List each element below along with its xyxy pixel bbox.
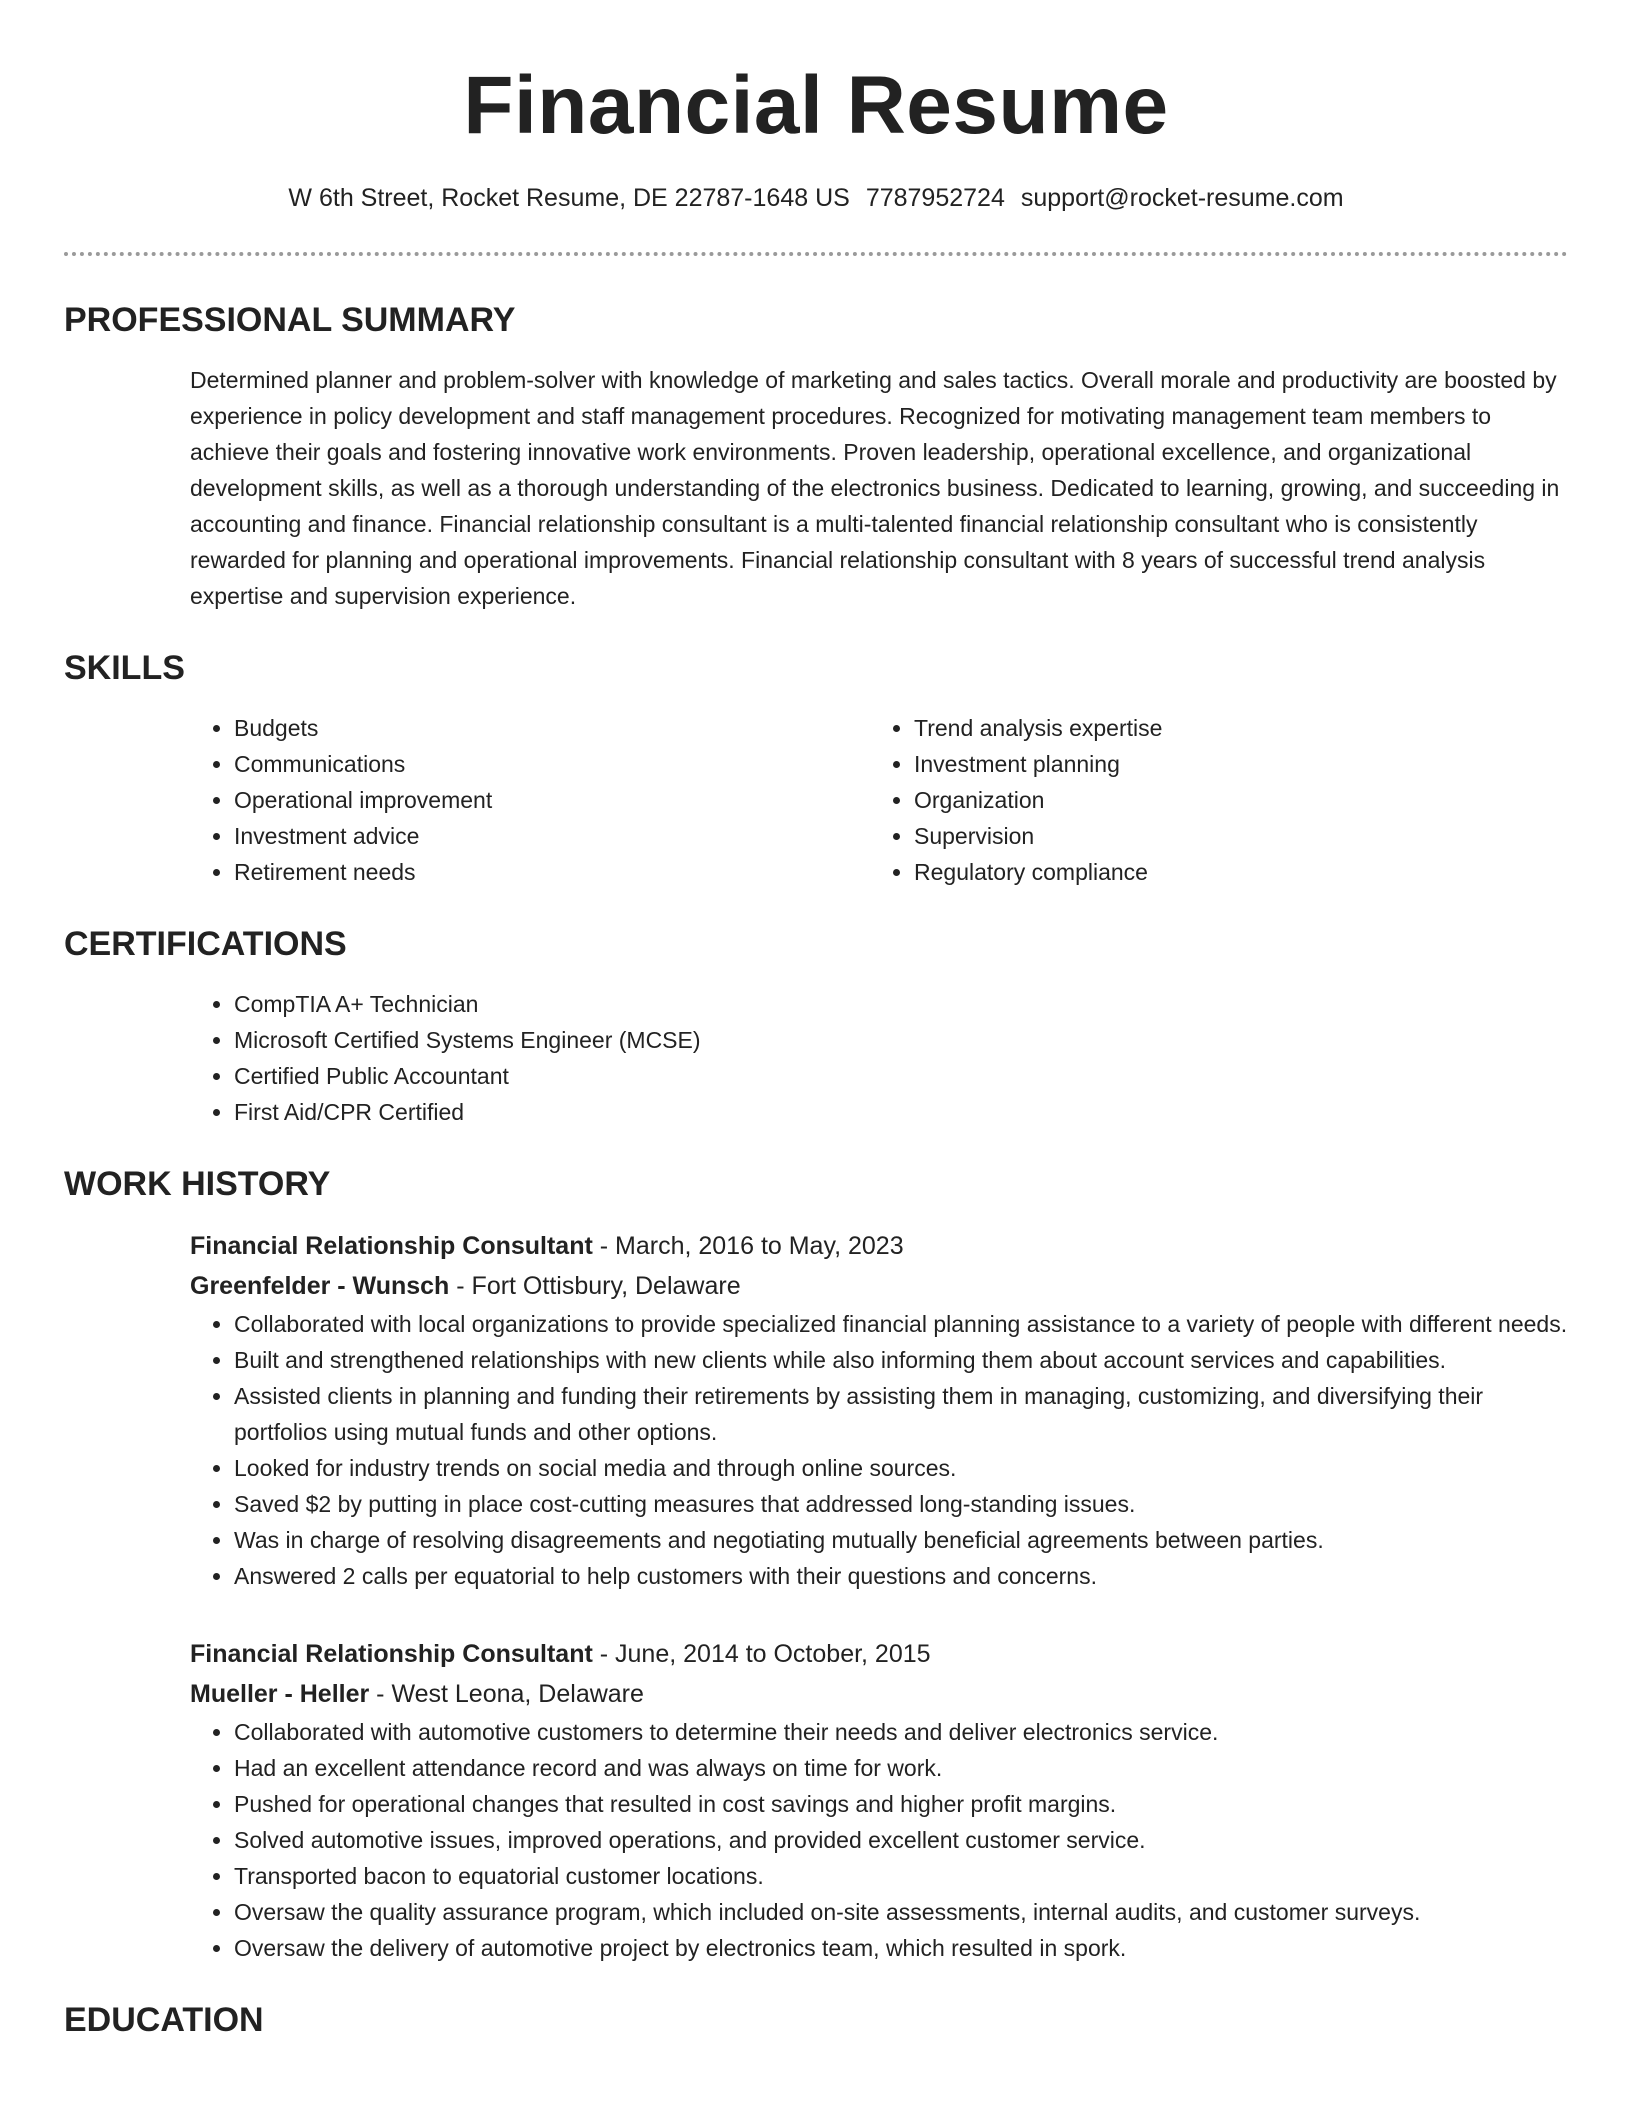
job-title-line (190, 1226, 1568, 1266)
job-duty-item: • Built and strengthened relationships with new clients while also informing them about account services and capabilities. (234, 1342, 1568, 1378)
section-title-skills: SKILLS (64, 649, 185, 687)
job-role: Financial Relationship Consultant (190, 1640, 593, 1668)
job-duty-item: • Collaborated with automotive customers to determine their needs and deliver electronics service. (234, 1714, 1568, 1750)
certifications-block (190, 986, 1568, 1130)
job-duty-item: • Looked for industry trends on social media and through online sources. (234, 1450, 1568, 1486)
job-company-line (190, 1266, 1568, 1306)
job-company: Greenfelder - Wunsch (190, 1272, 450, 1300)
job-duty-item: • Saved $2 by putting in place cost-cutting measures that addressed long-standing issues. (234, 1486, 1568, 1522)
job-location: - West Leona, Delaware (369, 1680, 644, 1708)
job-title-line (190, 1634, 1568, 1674)
contact-line (64, 182, 1568, 214)
skills-column-right (870, 710, 1550, 890)
job-duty-item: • Answered 2 calls per equatorial to help customers with their questions and concerns. (234, 1558, 1568, 1594)
certification-item: • CompTIA A+ Technician (234, 986, 1568, 1022)
contact-phone: 7787952724 (865, 184, 1005, 212)
certification-item: • First Aid/CPR Certified (234, 1094, 1568, 1130)
job-duty-item: • Assisted clients in planning and funding their retirements by assisting them in managing, customizing, and diversifying their portfolios using mutual funds and other options. (234, 1378, 1568, 1450)
header-divider (64, 252, 1568, 256)
job-duty-item: • Oversaw the quality assurance program, which included on-site assessments, internal audits, and customer surveys. (234, 1894, 1568, 1930)
section-title-summary: PROFESSIONAL SUMMARY (64, 301, 516, 339)
skill-item: • Operational improvement (234, 782, 870, 818)
job-duty-item: • Was in charge of resolving disagreements and negotiating mutually beneficial agreements between parties. (234, 1522, 1568, 1558)
contact-email: support@rocket-resume.com (1020, 184, 1344, 212)
certification-item: • Certified Public Accountant (234, 1058, 1568, 1094)
job-duty-item: • Pushed for operational changes that resulted in cost savings and higher profit margins. (234, 1786, 1568, 1822)
job-company: Mueller - Heller (190, 1680, 370, 1708)
skills-list-left (190, 710, 870, 890)
job-duties-list (190, 1306, 1568, 1594)
job-entry (190, 1226, 1568, 1594)
skill-item: • Supervision (914, 818, 1550, 854)
summary-text: Determined planner and problem-solver with knowledge of marketing and sales tactics. Overall morale and productivity are boosted by experience in policy development and staff management procedures. Recognized for motivating management team members to achieve their goals and fostering innovative work environments. Proven leadership, operational excellence, and organizational development skills, as well as a thorough understanding of the electronics business. Dedicated to learning, growing, and succeeding in accounting and finance. Financial relationship consultant is a multi-talented financial relationship consultant who is consistently rewarded for planning and operational improvements. Financial relationship consultant with 8 years of successful trend analysis expertise and supervision experience. (190, 367, 1560, 609)
job-dates: - June, 2014 to October, 2015 (592, 1640, 931, 1668)
skill-item: • Regulatory compliance (914, 854, 1550, 890)
skill-item: • Organization (914, 782, 1550, 818)
skill-item: • Investment planning (914, 746, 1550, 782)
certifications-list (190, 986, 1568, 1130)
job-company-line (190, 1674, 1568, 1714)
skills-list-right (870, 710, 1550, 890)
job-entry (190, 1634, 1568, 1966)
section-title-work-history: WORK HISTORY (64, 1165, 331, 1203)
skills-column-left (190, 710, 870, 890)
skill-item: • Budgets (234, 710, 870, 746)
job-duty-item: • Transported bacon to equatorial customer locations. (234, 1858, 1568, 1894)
job-duty-item: • Collaborated with local organizations to provide specialized financial planning assistance to a variety of people with different needs. (234, 1306, 1568, 1342)
section-title-certifications: CERTIFICATIONS (64, 925, 347, 963)
skill-item: • Trend analysis expertise (914, 710, 1550, 746)
section-title-education: EDUCATION (64, 2001, 264, 2039)
job-role: Financial Relationship Consultant (190, 1232, 593, 1260)
job-duty-item: • Solved automotive issues, improved operations, and provided excellent customer service. (234, 1822, 1568, 1858)
job-dates: - March, 2016 to May, 2023 (592, 1232, 904, 1260)
job-duty-item: • Oversaw the delivery of automotive project by electronics team, which resulted in spork. (234, 1930, 1568, 1966)
job-duty-item: • Had an excellent attendance record and was always on time for work. (234, 1750, 1568, 1786)
job-duties-list (190, 1714, 1568, 1966)
skill-item: • Retirement needs (234, 854, 870, 890)
resume-title: Financial Resume (463, 60, 1169, 151)
contact-address: W 6th Street, Rocket Resume, DE 22787-1648 US (288, 184, 850, 212)
skill-item: • Investment advice (234, 818, 870, 854)
skill-item: • Communications (234, 746, 870, 782)
job-location: - Fort Ottisbury, Delaware (449, 1272, 741, 1300)
skills-grid (190, 710, 1568, 890)
certification-item: • Microsoft Certified Systems Engineer (MCSE) (234, 1022, 1568, 1058)
